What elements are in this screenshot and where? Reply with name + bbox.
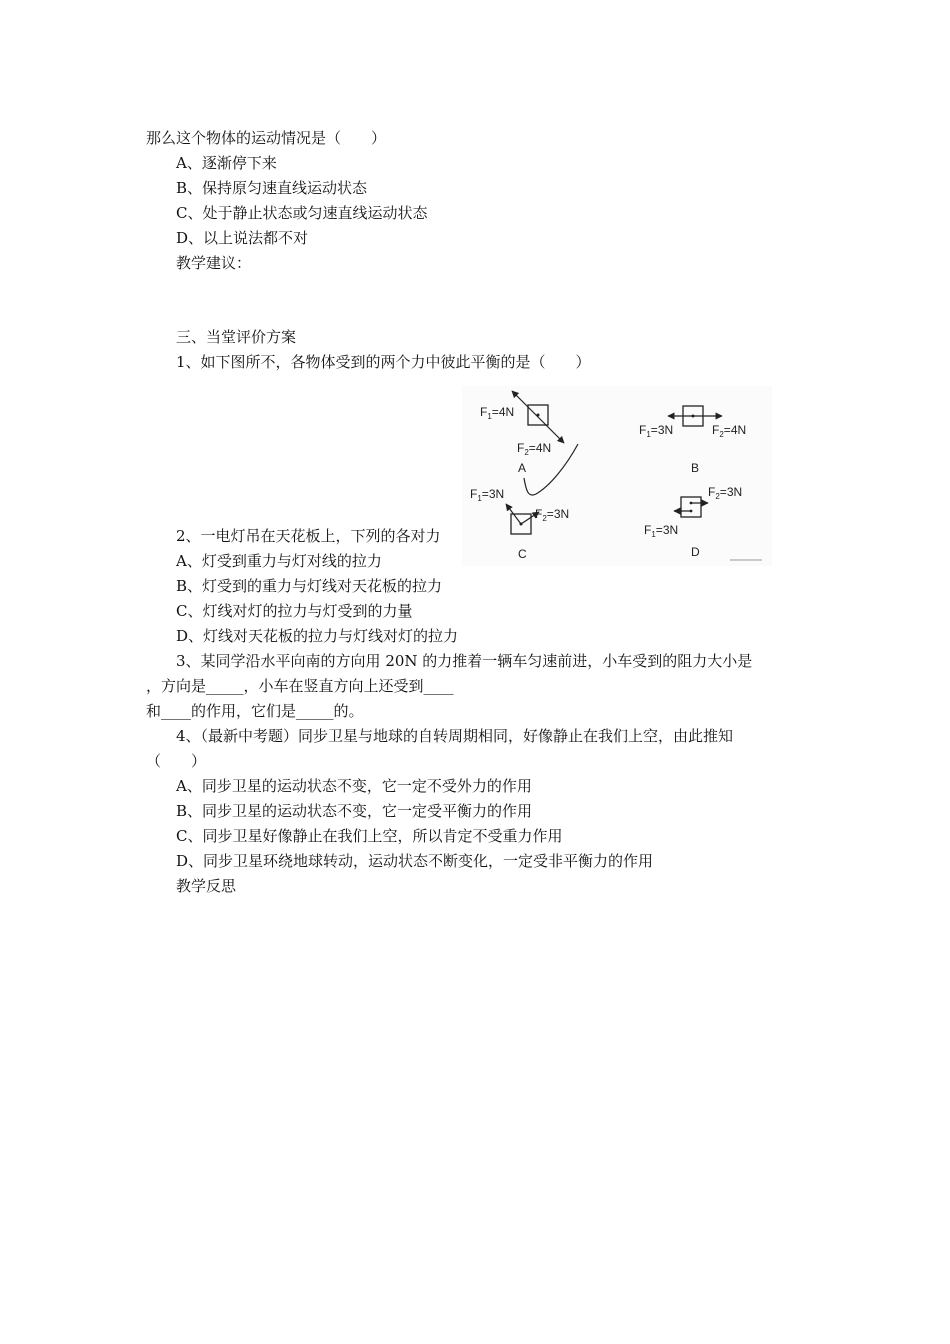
diagram-b-f1-label: $F_1=3N$ (639, 423, 674, 439)
diagram-a-caption: A (518, 461, 527, 475)
q4-option-c: C、同步卫星好像静止在我们上空，所以肯定不受重力作用 (176, 827, 563, 845)
diagram-c-f1-label: $F_1=3N$ (470, 487, 505, 503)
q3-line3: 和____的作用，它们是_____的。 (146, 702, 364, 720)
q4-option-a: A、同步卫星的运动状态不变，它一定不受外力的作用 (176, 777, 532, 795)
force-diagram-figure (462, 386, 772, 566)
q2-option-c: C、灯线对灯的拉力与灯受到的力量 (176, 602, 413, 620)
q3-line2: ，方向是_____，小车在竖直方向上还受到____ (146, 677, 454, 695)
q2-stem: 2、一电灯吊在天花板上，下列的各对力 (176, 527, 441, 545)
diagram-a-f1-label: $F_1=4N$ (480, 405, 515, 421)
prev-option-c: C、处于静止状态或匀速直线运动状态 (176, 204, 428, 222)
q2-option-a: A、灯受到重力与灯对线的拉力 (176, 552, 382, 570)
prev-option-b: B、保持原匀速直线运动状态 (176, 179, 368, 197)
q1-stem: 1、如下图所不，各物体受到的两个力中彼此平衡的是（ ） (176, 353, 591, 371)
teaching-reflection-label: 教学反思 (176, 877, 237, 895)
q4-line2: （ ） (146, 752, 207, 770)
q2-option-b: B、灯受到的重力与灯线对天花板的拉力 (176, 577, 443, 595)
prev-option-a: A、逐渐停下来 (176, 154, 277, 172)
q4-line1: 4、（最新中考题）同步卫星与地球的自转周期相同，好像静止在我们上空，由此推知 (176, 727, 734, 745)
section-title: 三、当堂评价方案 (176, 328, 297, 346)
diagram-c-f2-label: $F_2=3N$ (535, 507, 570, 523)
diagram-b-f2-label: $F_2=4N$ (712, 423, 747, 439)
diagram-a-f2-label: $F_2=4N$ (517, 441, 552, 457)
diagram-c-caption: C (518, 547, 527, 561)
q3-line1: 3、某同学沿水平向南的方向用 20N 的力推着一辆车匀速前进，小车受到的阻力大小是 (176, 652, 753, 670)
diagram-d-caption: D (691, 545, 700, 559)
diagram-b-caption: B (691, 461, 700, 475)
q2-option-d: D、灯线对天花板的拉力与灯线对灯的拉力 (176, 627, 459, 645)
diagram-d-f2-label: $F_2=3N$ (708, 485, 743, 501)
diagram-d-f1-label: $F_1=3N$ (644, 523, 679, 539)
q4-option-d: D、同步卫星环绕地球转动，运动状态不断变化，一定受非平衡力的作用 (176, 852, 654, 870)
q4-option-b: B、同步卫星的运动状态不变，它一定受平衡力的作用 (176, 802, 533, 820)
prev-option-d: D、以上说法都不对 (176, 229, 309, 247)
prev-question-stem: 那么这个物体的运动情况是（ ） (146, 129, 387, 147)
teaching-advice-label: 教学建议： (176, 254, 252, 272)
